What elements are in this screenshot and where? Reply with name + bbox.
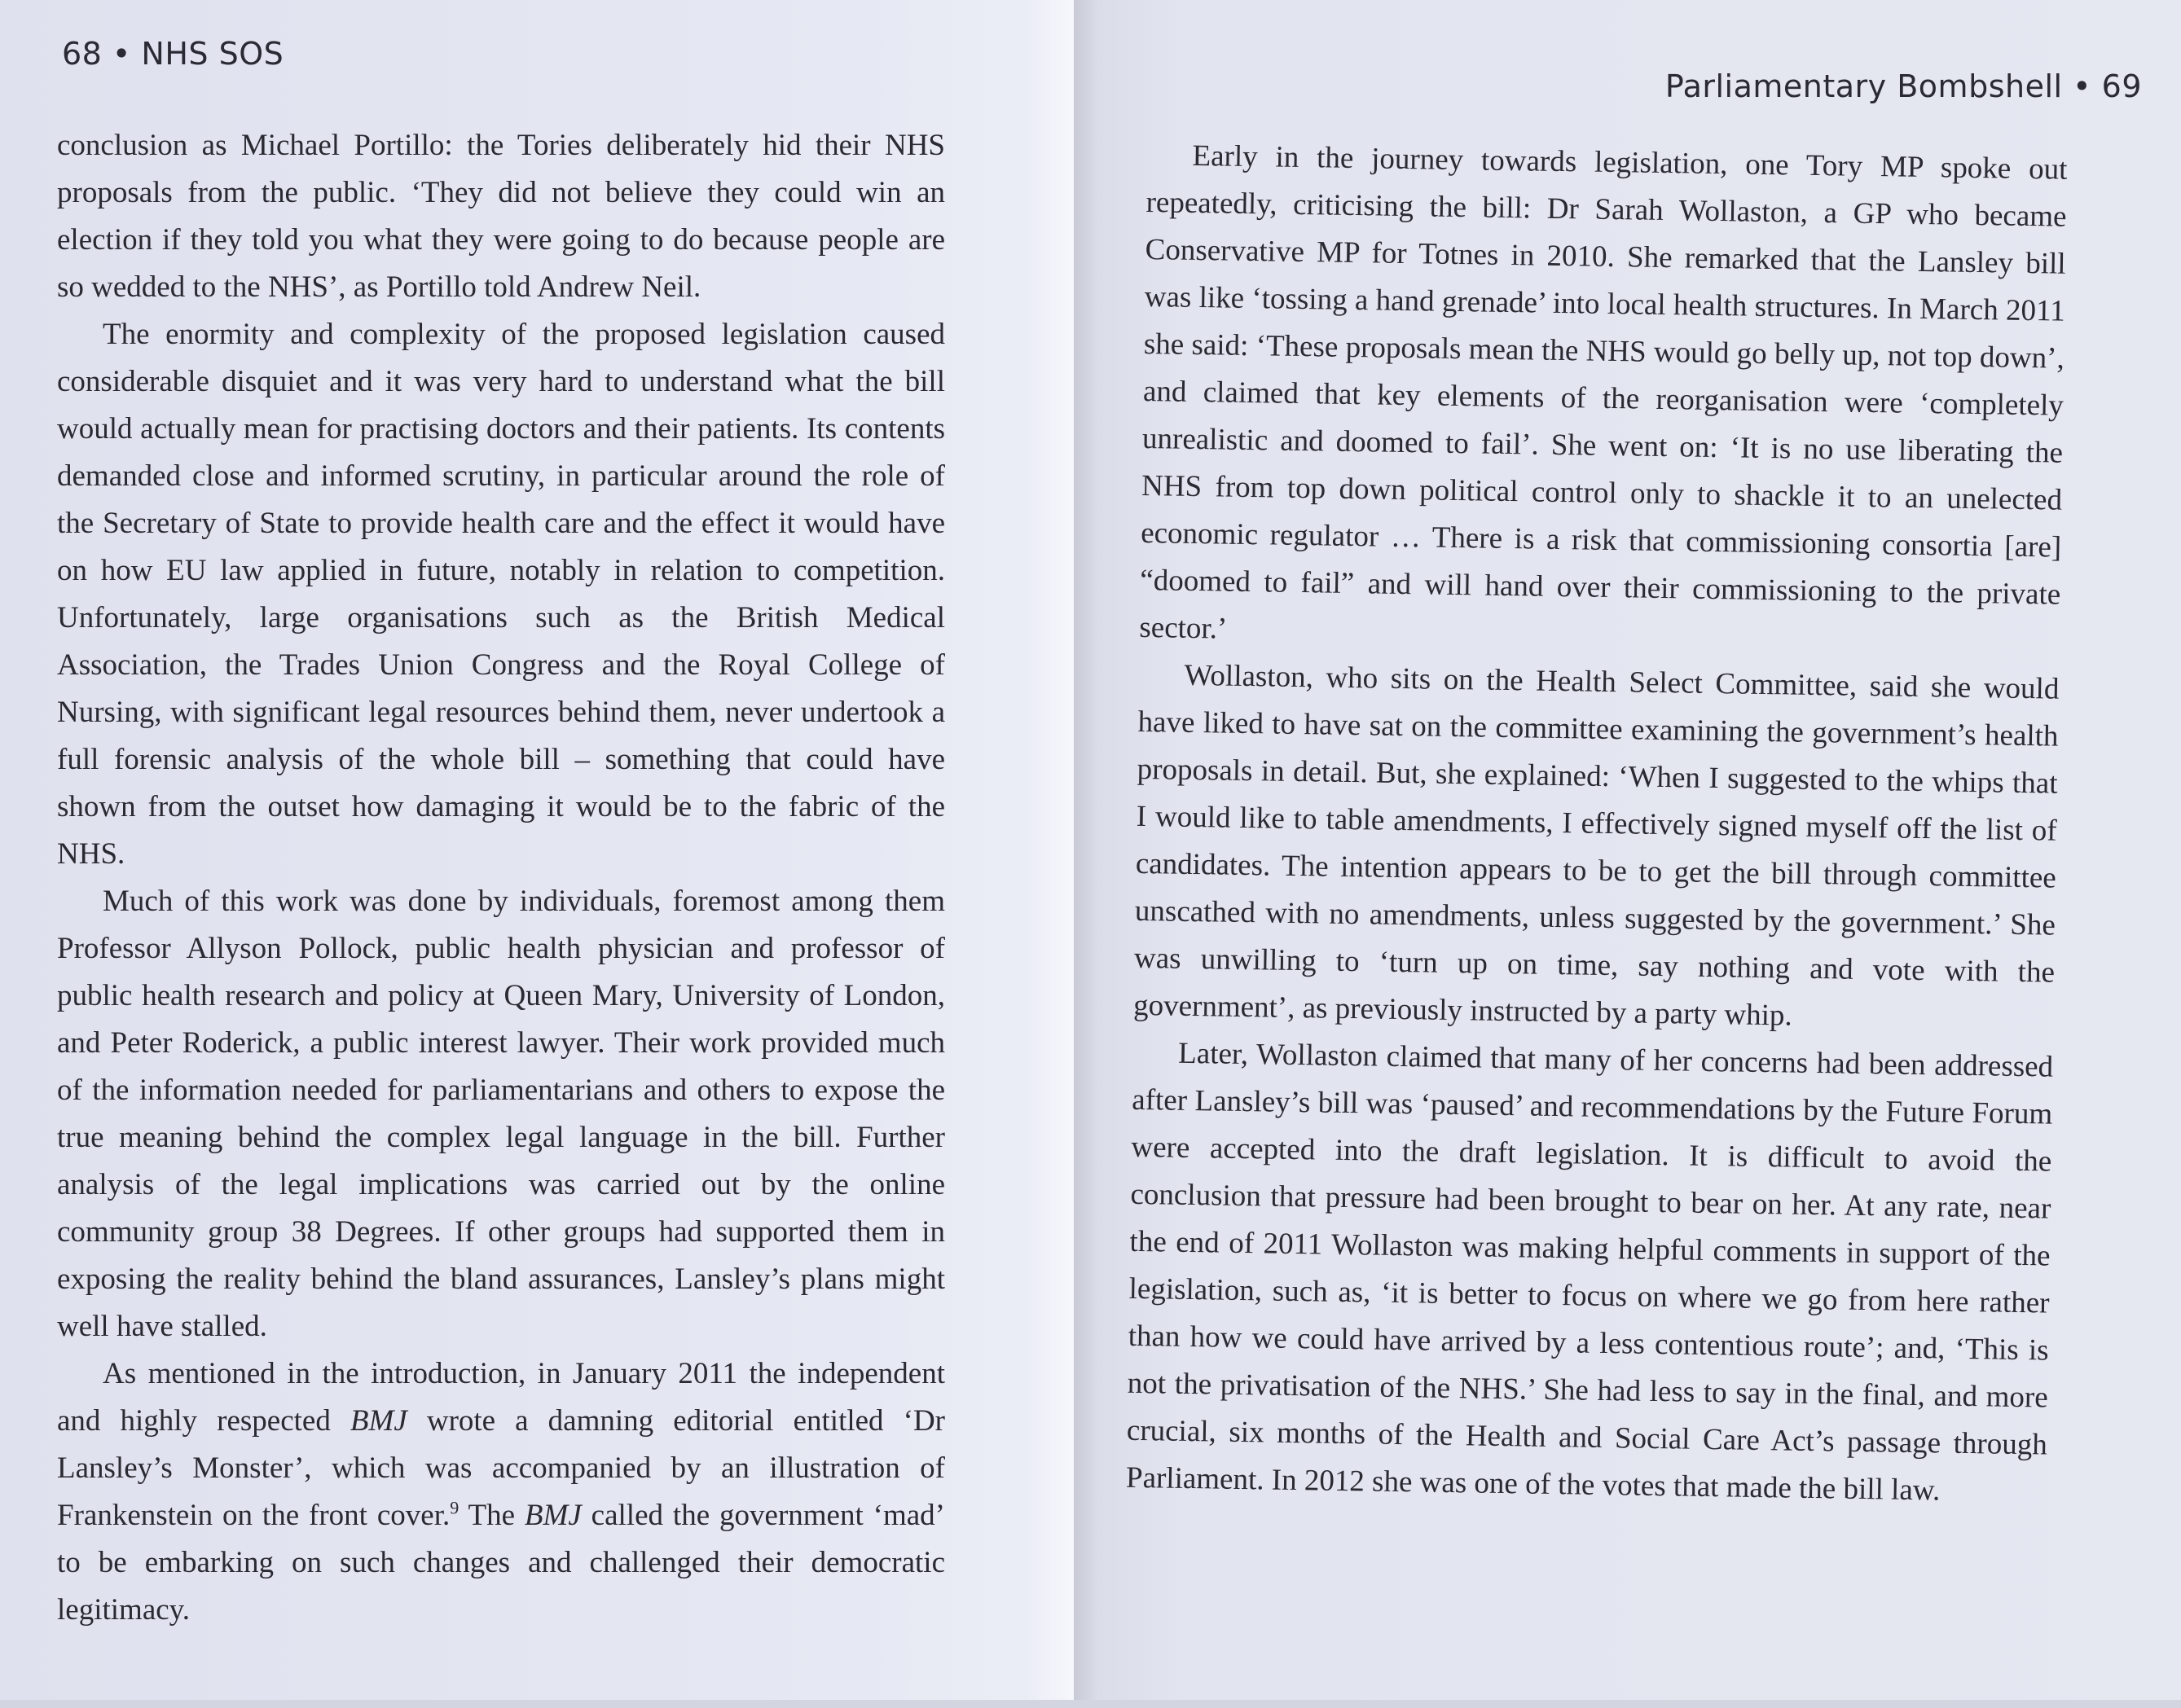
right-paragraph-2: Wollaston, who sits on the Health Select Committee, said she would have liked to have sat on the committee examining the government’s health proposals in detail. But, she explained: ‘When I suggested to the whips that I would like to table amendments, I effectively signed myself off the list of candidates. The intention appears to be to get the bill through committee unscathed with no amendments, unless suggested by the government.’ She was unwilling to ‘turn up on time, say nothing and vote with the government’, as previously instructed by a party whip.: [1132, 658, 2060, 1033]
bmj-title-1: BMJ: [350, 1404, 407, 1438]
left-p4-part1: As mentioned in the introduction, in January 2011 the independent and highly respected: [57, 1357, 945, 1438]
right-running-head: Parliamentary Bombshell • 69: [1664, 68, 2142, 104]
left-p4-part2: wrote a damning editorial entitled ‘Dr Lansley’s Monster’, which was accompanied by an illustration of Frankenstein on the front cover.: [57, 1404, 945, 1532]
right-page: [1074, 0, 2181, 1708]
left-p4-part4: called the government ‘mad’ to be embarking on such changes and challenged their democratic legitimacy.: [57, 1499, 945, 1627]
spine-shadow: [1074, 0, 1098, 1708]
left-paragraph-3: Much of this work was done by individuals, foremost among them Professor Allyson Pollock, public health physician and professor of public health research and policy at Queen Mary, University of London, and Peter Roderick, a public interest lawyer. Their work provided much of the information needed for parliamentarians and others to expose the true meaning behind the complex legal language in the bill. Further analysis of the legal implications was carried out by the online community group 38 Degrees. If other groups had supported them in exposing the reality behind the bland assurances, Lansley’s plans might well have stalled.: [57, 885, 945, 1343]
footnote-marker: 9: [450, 1497, 460, 1518]
left-page-text: [57, 122, 945, 1634]
left-p4-part3: The: [459, 1499, 525, 1532]
bmj-title-2: BMJ: [524, 1499, 582, 1532]
left-paragraph-2: The enormity and complexity of the proposed legislation caused considerable disquiet and it was very hard to understand what the bill would actually mean for practising doctors and their patients. Its contents demanded close and informed scrutiny, in particular around the role of the Secretary of State to provide health care and the effect it would have on how EU law applied in future, notably in relation to competition. Unfortunately, large organisations such as the British Medical Association, the Trades Union Congress and the Royal College of Nursing, with significant legal resources behind them, never undertook a full forensic analysis of the whole bill – something that could have shown from the outset how damaging it would be to the fabric of the NHS.: [57, 318, 945, 871]
scan-bottom-edge: [0, 1700, 2181, 1708]
left-running-head: 68 • NHS SOS: [62, 36, 284, 72]
left-page: [0, 0, 1074, 1708]
right-paragraph-1: Early in the journey towards legislation, one Tory MP spoke out repeatedly, criticising the bill: Dr Sarah Wollaston, a GP who became Conservative MP for Totnes in 2010. She remarked that the Lansley bill was like ‘tossing a hand grenade’ into local health structures. In March 2011 she said: ‘These proposals mean the NHS would go belly up, not top down’, and claimed that key elements of the reorganisation were ‘completely unrealistic and doomed to fail’. She went on: ‘It is no use liberating the NHS from top down political control only to shackle it to an unelected economic regulator … There is a risk that commissioning consortia [are] “doomed to fail” and will hand over their commissioning to the private sector.’: [1139, 138, 2068, 646]
left-paragraph-4: [57, 1350, 945, 1634]
left-paragraph-1: conclusion as Michael Portillo: the Tories deliberately hid their NHS proposals from the public. ‘They did not believe they could win an election if they told you what they were going to do because people are so wedded to the NHS’, as Portillo told Andrew Neil.: [57, 129, 945, 304]
right-page-text: [1126, 132, 2068, 1517]
right-paragraph-3: Later, Wollaston claimed that many of her concerns had been addressed after Lansley’s bill was ‘paused’ and recommendations by the Future Forum were accepted into the draft legislation. It is difficult to avoid the conclusion that pressure had been brought to bear on her. At any rate, near the end of 2011 Wollaston was making helpful comments in support of the legislation, such as, ‘it is better to focus on where we go from here rather than how we could have arrived by a less contentious route’; and, ‘This is not the privatisation of the NHS.’ She had less to say in the final, and more crucial, six months of the Health and Social Care Act’s passage through Parliament. In 2012 she was one of the votes that made the bill law.: [1125, 1036, 2054, 1508]
